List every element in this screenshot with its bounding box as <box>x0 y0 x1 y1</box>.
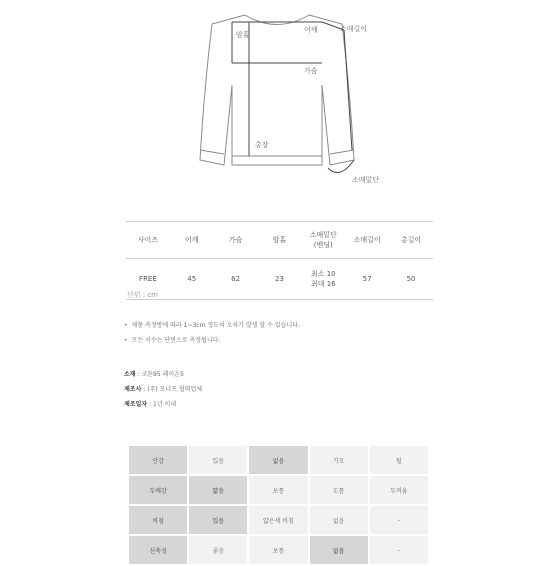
header-shoulder: 어깨 <box>170 222 214 259</box>
table-row <box>129 506 428 534</box>
fabric-cell: 좋음 <box>189 536 247 564</box>
header-total-length: 총길이 <box>389 222 433 259</box>
fabric-cell: 있음 <box>189 446 247 474</box>
material-label: 소재 <box>124 371 136 378</box>
material-value: 코튼95 레이온5 <box>141 371 184 378</box>
header-chest: 가슴 <box>214 222 258 259</box>
cell-armhole: 23 <box>258 259 302 300</box>
fabric-cell: 얇은색 비침 <box>249 506 307 534</box>
size-table-header <box>126 222 433 259</box>
header-sleeve-length: 소매길이 <box>345 222 389 259</box>
cell-size: FREE <box>126 259 170 300</box>
fabric-cell-selected: 얇음 <box>189 476 247 504</box>
spec-date: 제조일자 : 1년 이내 <box>124 401 177 408</box>
fabric-cell: 두꺼움 <box>370 476 428 504</box>
cell-total-length: 50 <box>389 259 433 300</box>
cell-chest: 62 <box>214 259 258 300</box>
unit-note: 단위 : cm <box>127 291 159 299</box>
row-label-thickness: 두께감 <box>129 476 187 504</box>
fabric-table <box>127 444 430 566</box>
row-label-lining: 안감 <box>129 446 187 474</box>
fabric-cell: 보통 <box>249 476 307 504</box>
maker-value: (주) 모너프 협력업체 <box>147 386 203 393</box>
fabric-cell-selected: 없음 <box>249 446 307 474</box>
spec-maker: 제조사 : (주) 모너프 협력업체 <box>124 386 203 393</box>
table-row <box>129 446 428 474</box>
fabric-cell-selected: 없음 <box>310 536 368 564</box>
date-label: 제조일자 <box>124 401 148 408</box>
fabric-cell: - <box>370 506 428 534</box>
list-item: • 제품 측정방에 따라 1~3cm 정도의 오차가 발생 할 수 있습니다. <box>124 320 300 335</box>
cell-sleeve-hem: 최소 10 최대 16 <box>301 259 345 300</box>
total-length-label: 총장 <box>255 141 269 149</box>
measurement-diagram <box>0 0 555 200</box>
product-spec <box>124 369 202 414</box>
sleeve-length-label: 소매길이 <box>340 25 368 33</box>
maker-label: 제조사 <box>124 386 142 393</box>
table-row <box>129 476 428 504</box>
notes-list <box>124 320 300 350</box>
cell-shoulder: 45 <box>170 259 214 300</box>
row-label-stretch: 신축성 <box>129 536 187 564</box>
chest-label: 가슴 <box>304 67 318 75</box>
fabric-cell: 보통 <box>249 536 307 564</box>
shoulder-label: 어깨 <box>304 26 318 34</box>
table-row <box>129 536 428 564</box>
fabric-cell: - <box>370 536 428 564</box>
fabric-cell: 없음 <box>310 506 368 534</box>
row-label-sheerness: 비침 <box>129 506 187 534</box>
header-armhole: 암홀 <box>258 222 302 259</box>
fabric-cell: 털 <box>370 446 428 474</box>
header-sleeve-hem: 소매밑단 (벤딩) <box>301 222 345 259</box>
sweater-outline-icon <box>0 0 555 200</box>
armhole-label: 암홀 <box>236 31 250 39</box>
fabric-cell-selected: 있음 <box>189 506 247 534</box>
header-size: 사이즈 <box>126 222 170 259</box>
cell-sleeve-length: 57 <box>345 259 389 300</box>
spec-material: 소재 : 코튼95 레이온5 <box>124 371 184 378</box>
fabric-cell: 기모 <box>310 446 368 474</box>
date-value: 1년 이내 <box>153 401 177 408</box>
sleeve-hem-label: 소매밑단 <box>352 176 380 184</box>
fabric-cell: 도톰 <box>310 476 368 504</box>
table-row <box>126 259 433 300</box>
size-table <box>126 221 433 300</box>
list-item: • 모든 치수는 단면으로 측정됩니다. <box>124 335 300 350</box>
